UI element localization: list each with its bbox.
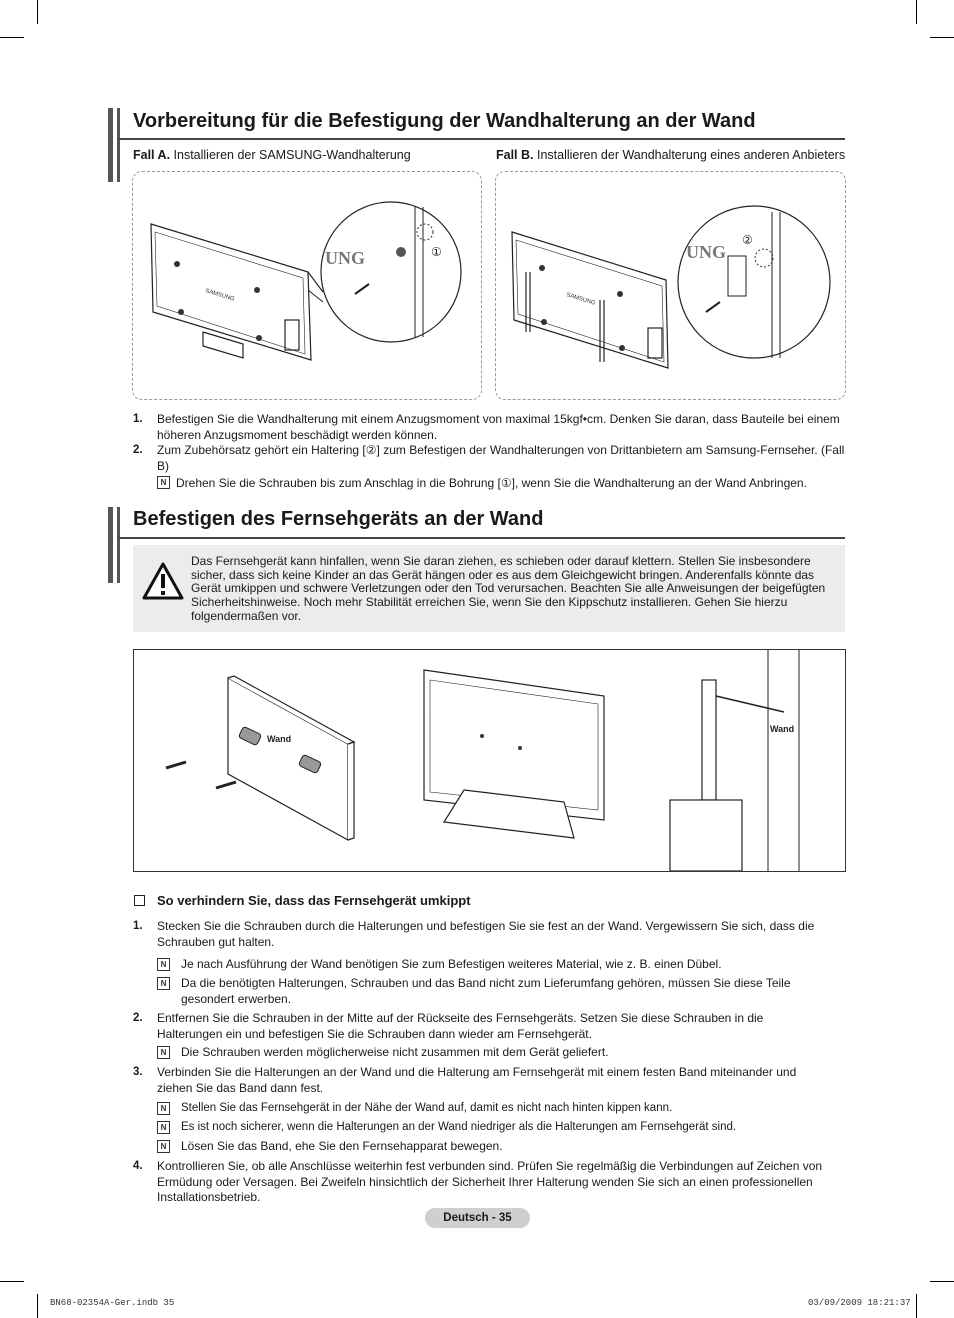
- section-title-wall-mount-prep: Vorbereitung für die Befestigung der Wandhalterung an der Wand: [133, 110, 756, 132]
- step-text: Kontrollieren Sie, ob alle Anschlüsse weiterhin fest verbunden sind. Prüfen Sie regelmäßig die Verbindungen auf Zeichen von Ermüdung oder Versagen. Bei Zweifeln hinsichtlich der Sicherheit Ihrer Halterung wenden Sie sich an einen professionellen Installationsbetrieb.: [157, 1159, 823, 1204]
- note-text: Die Schrauben werden möglicherweise nicht zusammen mit dem Gerät geliefert.: [181, 1045, 609, 1059]
- note-text: Es ist noch sicherer, wenn die Halterungen an der Wand niedriger als die Halterungen am Fernsehgerät sind.: [181, 1121, 737, 1133]
- section-rule: [118, 138, 845, 140]
- fall-a-illustration-panel: [132, 171, 482, 400]
- note-text: Lösen Sie das Band, ehe Sie den Fernsehapparat bewegen.: [181, 1139, 503, 1153]
- section-rule: [118, 537, 845, 539]
- crop-mark: [930, 37, 954, 38]
- note-text: Je nach Ausführung der Wand benötigen Sie zum Befestigen weiteres Material, wie z. B. einen Dübel.: [181, 957, 722, 971]
- crop-mark: [916, 1294, 917, 1318]
- section-bar: [108, 108, 113, 182]
- tv-back-mount-b-illustration: [496, 172, 845, 399]
- crop-mark: [916, 0, 917, 24]
- page-number-badge: Deutsch - 35: [425, 1208, 530, 1228]
- wall-label-1: Wand: [267, 734, 292, 744]
- note-icon: N: [157, 1046, 170, 1059]
- fall-a-text: Installieren der SAMSUNG-Wandhalterung: [173, 148, 411, 162]
- note-icon: N: [157, 1121, 170, 1134]
- wall-label-2: Wand: [770, 724, 795, 734]
- brand-label-a: SAMSUNG: [204, 288, 236, 303]
- step-text: Stecken Sie die Schrauben durch die Halterungen und befestigen Sie sie fest an der Wand. Vergewissern Sie sich, dass die Schrauben gut halten.: [157, 919, 815, 949]
- section-bar: [108, 507, 113, 583]
- step-number: 1.: [133, 920, 143, 932]
- section-bar: [117, 507, 120, 583]
- fall-b-caption: [496, 148, 845, 162]
- note-text: Stellen Sie das Fernsehgerät in der Nähe der Wand auf, damit es nicht nach hinten kippen kann.: [181, 1102, 673, 1114]
- note-text: Da die benötigten Halterungen, Schrauben und das Band nicht zum Lieferumfang gehören, müssen Sie diese Teile gesondert erwerben.: [181, 976, 791, 1006]
- note-icon: N: [157, 1140, 170, 1153]
- marker-1-a: ①: [431, 245, 442, 259]
- crop-mark: [37, 1294, 38, 1318]
- warning-text: Das Fernsehgerät kann hinfallen, wenn Sie daran ziehen, es schieben oder darauf klettern. Stellen Sie insbesondere sicher, dass sich keine Kinder an das Gerät hängen oder es aus dem Gleichgewicht bringen. Anderenfalls könnte das Gerät umkippen und schwere Verletzungen oder den Tod verursachen. Beachten Sie alle Anweisungen der beigefügten Sicherheitshinweise. Noch mehr Stabilität erreichen Sie, wenn Sie den Kippschutz installieren. Gehen Sie hierzu folgendermaßen vor.: [191, 554, 826, 623]
- brand-label-b: SAMSUNG: [565, 292, 597, 307]
- step-number: 3.: [133, 1066, 143, 1078]
- crop-mark: [37, 0, 38, 24]
- anti-tip-illustration-box: [133, 649, 846, 872]
- note-icon: N: [157, 958, 170, 971]
- checkbox-bullet-icon: [134, 895, 145, 906]
- crop-mark: [930, 1281, 954, 1282]
- crop-mark: [0, 1281, 24, 1282]
- footer-filename: BN68-02354A-Ger.indb 35: [50, 1298, 175, 1308]
- fall-b-label: Fall B.: [496, 148, 534, 162]
- step-text: Entfernen Sie die Schrauben in der Mitte auf der Rückseite des Fernsehgeräts. Setzen Sie diese Schrauben in die Halterungen ein und befestigen Sie die Schrauben dann wieder am Fernsehgerät.: [157, 1011, 764, 1041]
- zoom-label-b: UNG: [686, 242, 726, 262]
- list-item-text: Befestigen Sie die Wandhalterung mit einem Anzugsmoment von maximal 15kgf•cm. Denken Sie daran, dass Bauteile bei einem höheren Anzugsmoment beschädigt werden können.: [157, 412, 840, 442]
- anti-tip-illustration: [134, 650, 845, 871]
- step-number: 2.: [133, 1012, 143, 1024]
- section-title-attach-tv: Befestigen des Fernsehgeräts an der Wand: [133, 508, 544, 530]
- section-bar: [117, 108, 120, 182]
- marker-2-b: ②: [742, 233, 753, 247]
- subheading: So verhindern Sie, dass das Fernsehgerät umkippt: [157, 893, 471, 908]
- note-icon: N: [157, 476, 170, 489]
- note-icon: N: [157, 1102, 170, 1115]
- step-number: 4.: [133, 1160, 143, 1172]
- fall-a-caption: [133, 148, 411, 162]
- warning-triangle-icon: [141, 561, 185, 601]
- step-text: Verbinden Sie die Halterungen an der Wand und die Halterung am Fernsehgerät mit einem festen Band miteinander und ziehen Sie das Band dann fest.: [157, 1065, 797, 1095]
- crop-mark: [0, 37, 24, 38]
- fall-a-label: Fall A.: [133, 148, 171, 162]
- list-item-text: Zum Zubehörsatz gehört ein Haltering [②] zum Befestigen der Wandhalterungen von Drittanbietern am Samsung-Fernseher. (Fall B): [157, 443, 845, 473]
- note-icon: N: [157, 977, 170, 990]
- tv-back-mount-a-illustration: [133, 172, 481, 399]
- list-item-number: 1.: [133, 413, 143, 425]
- zoom-label-a: UNG: [325, 248, 365, 268]
- list-item-number: 2.: [133, 444, 143, 456]
- footer-timestamp: 03/09/2009 18:21:37: [808, 1298, 911, 1308]
- note-text: Drehen Sie die Schrauben bis zum Anschlag in die Bohrung [①], wenn Sie die Wandhalterung an der Wand Anbringen.: [176, 476, 807, 490]
- fall-b-text: Installieren der Wandhalterung eines anderen Anbieters: [537, 148, 846, 162]
- fall-b-illustration-panel: [495, 171, 846, 400]
